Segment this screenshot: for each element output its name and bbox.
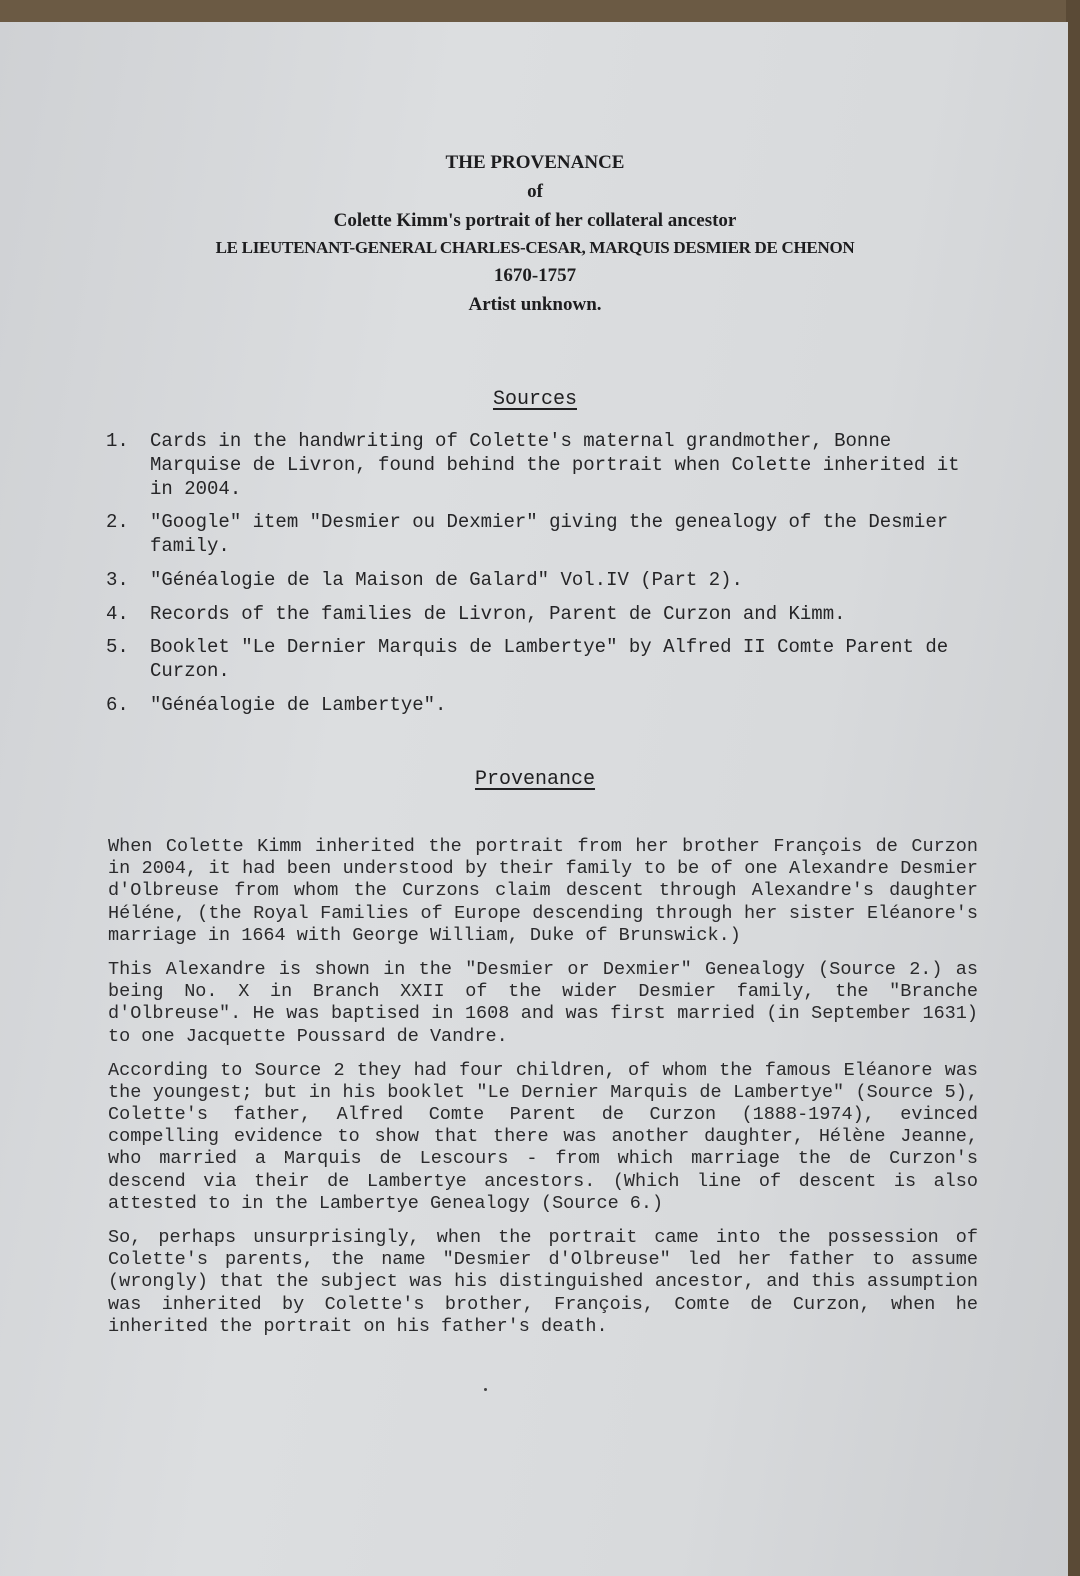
list-item-text: "Google" item "Desmier ou Dexmier" giving the genealogy of the Desmier family. xyxy=(150,511,949,557)
list-item-number: 4. xyxy=(106,602,129,625)
provenance-paragraph: So, perhaps unsurprisingly, when the portrait came into the possession of Colette's parents, the name "Desmier d'Olbreuse" led her father to assume (wrongly) that the subject was his distinguished ancestor, and this assumption was inherited by Colette's brother, François, Comte de Curzon, when he inherited the portrait on his father's death. xyxy=(108,1227,978,1337)
heading-artist: Artist unknown. xyxy=(468,293,602,315)
list-item xyxy=(106,603,966,627)
ink-speck xyxy=(484,1388,487,1391)
provenance-body xyxy=(108,836,978,1350)
list-item-text: Cards in the handwriting of Colette's maternal grandmother, Bonne Marquise de Livron, found behind the portrait when Colette inherited it in 2004. xyxy=(150,430,960,500)
list-item-number: 2. xyxy=(106,511,129,534)
list-item-text: Booklet "Le Dernier Marquis de Lambertye" by Alfred II Comte Parent de Curzon. xyxy=(150,636,949,682)
heading-dates: 1670-1757 xyxy=(493,264,577,286)
list-item xyxy=(106,511,966,559)
provenance-paragraph: When Colette Kimm inherited the portrait from her brother François de Curzon in 2004, it had been understood by their family to be of one Alexandre Desmier d'Olbreuse from whom the Curzons claim descent through Alexandre's daughter Héléne, (the Royal Families of Europe descending through her sister Eléanore's marriage in 1664 with George William, Duke of Brunswick.) xyxy=(108,836,978,946)
provenance-section-title: Provenance xyxy=(474,768,596,791)
sources-section-title: Sources xyxy=(492,388,577,411)
heading-of: of xyxy=(527,180,543,202)
list-item xyxy=(106,430,966,501)
list-item-number: 1. xyxy=(106,430,129,452)
list-item xyxy=(106,636,966,684)
heading-subject: Colette Kimm's portrait of her collateral ancestor xyxy=(333,209,737,231)
heading-title: THE PROVENANCE xyxy=(445,152,625,173)
list-item-number: 6. xyxy=(106,693,129,716)
sources-list xyxy=(106,430,966,728)
list-item xyxy=(106,569,966,593)
list-item-text: "Généalogie de Lambertye". xyxy=(150,693,447,716)
provenance-paragraph: This Alexandre is shown in the "Desmier or Dexmier" Genealogy (Source 2.) as being No. X in Branch XXII of the wider Desmier family, the "Branche d'Olbreuse". He was baptised in 1608 and was first married (in September 1631) to one Jacquette Poussard de Vandre. xyxy=(108,958,978,1047)
list-item-text: Records of the families de Livron, Parent de Curzon and Kimm. xyxy=(150,602,846,625)
heading-sitter-name: LE LIEUTENANT-GENERAL CHARLES-CESAR, MARQUIS DESMIER DE CHENON xyxy=(215,238,855,258)
list-item-number: 3. xyxy=(106,568,129,591)
list-item-text: "Généalogie de la Maison de Galard" Vol.IV (Part 2). xyxy=(150,568,743,591)
document-heading xyxy=(150,152,920,322)
list-item-number: 5. xyxy=(106,636,129,659)
provenance-paragraph: According to Source 2 they had four children, of whom the famous Eléanore was the youngest; but in his booklet "Le Dernier Marquis de Lambertye" (Source 5), Colette's father, Alfred Comte Parent de Curzon (1888-1974), evinced compelling evidence to show that there was another daughter, Hélène Jeanne, who married a Marquis de Lescours - from which marriage the de Curzon's descend via their de Lambertye ancestors. (Which line of descent is also attested to in the Lambertye Genealogy (Source 6.) xyxy=(108,1059,978,1214)
background-surface xyxy=(1066,0,1080,1576)
list-item xyxy=(106,694,966,718)
